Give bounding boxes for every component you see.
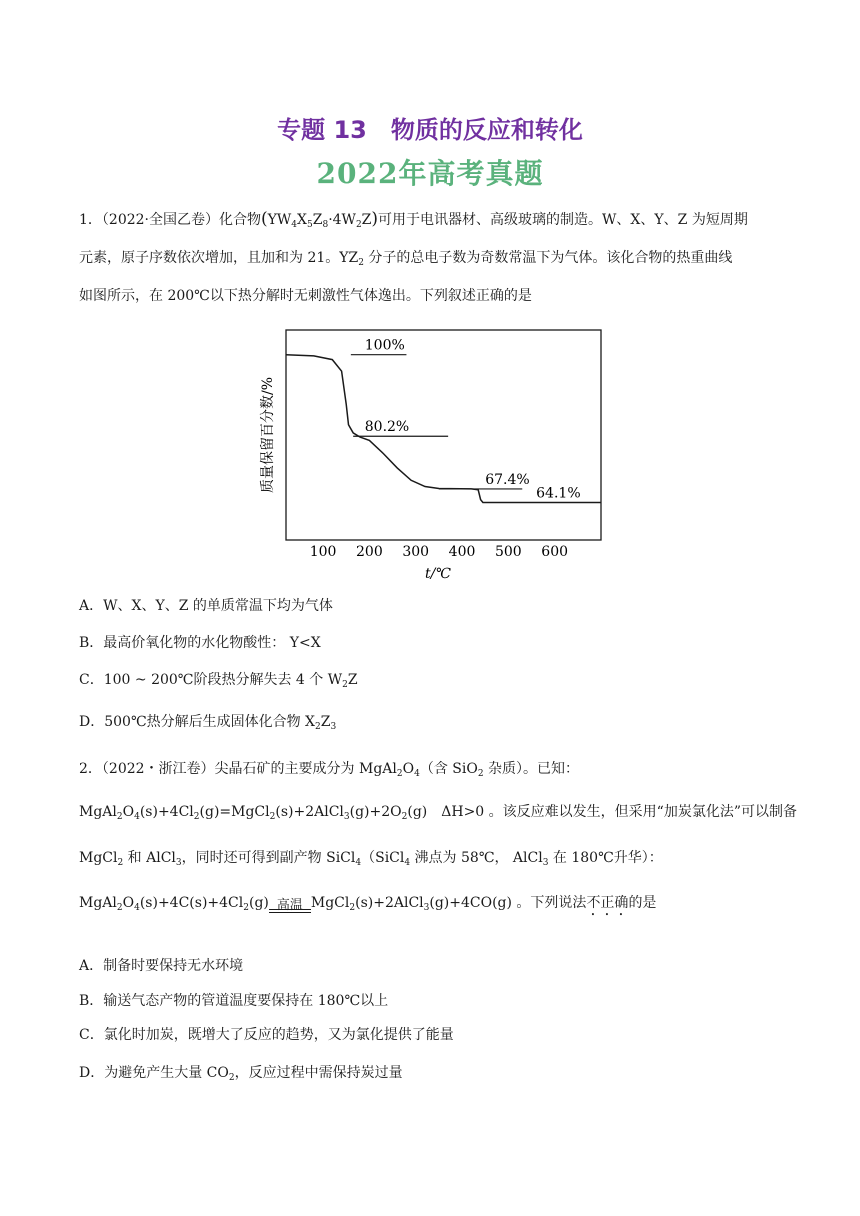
annotation-label-2: 67.4%	[485, 471, 530, 488]
q1-option-b[interactable]: B．最高价氧化物的水化物酸性： Y<X	[79, 635, 321, 651]
q2-equation-1: $MgAl_2O_4(s)+4Cl_2(g)=MgCl_2(s)+2AlCl_3(g)+2O_2(g)$ ΔH>0 。该反应难以发生，但采用“加炭氯化法”可以制备	[79, 804, 797, 822]
thermogravimetric-chart	[250, 325, 610, 585]
y-axis-label: 质量保留百分数/%	[260, 376, 276, 494]
annotation-label-1: 80.2%	[364, 419, 410, 436]
page-title: 专题 13 物质的反应和转化	[277, 116, 583, 144]
x-tick-label-400: 400	[448, 544, 476, 560]
q2-option-a[interactable]: A．制备时要保持无水环境	[79, 958, 244, 974]
emphasis-not-correct: 不正确	[586, 895, 629, 911]
q1-line-2: 元素，原子序数依次增加，且加和为 21。$YZ_2$ 分子的总电子数为奇数常温下为气体。该化合物的热重曲线	[79, 250, 733, 268]
q1-option-d[interactable]: D．500℃热分解后生成固体化合物 $X_2Z_3$	[79, 714, 337, 732]
q2-line-1: 2．（2022・浙江卷）尖晶石矿的主要成分为 $MgAl_2O_4$（含 SiO$_2$ 杂质）。已知：	[79, 761, 580, 779]
annotation-label-3: 64.1%	[536, 485, 581, 502]
tga-curve	[286, 355, 601, 503]
reaction-condition: 高温	[269, 909, 311, 919]
q1-option-a[interactable]: A．W、X、Y、Z 的单质常温下均为气体	[79, 598, 333, 614]
x-tick-label-500: 500	[494, 544, 522, 560]
x-tick-label-200: 200	[356, 544, 383, 560]
annotation-label-0: 100%	[364, 337, 405, 354]
q2-option-b[interactable]: B．输送气态产物的管道温度要保持在 180℃以上	[79, 993, 389, 1009]
q1-line-1: 1．（2022·全国乙卷）化合物$(YW_4X_5Z_8\cdot 4W_2Z)$可用于电讯器材、高级玻璃的制造。W、X、Y、Z 为短周期	[79, 209, 748, 230]
section-subtitle: 2022年高考真题	[316, 157, 544, 190]
x-tick-label-300: 300	[402, 544, 430, 560]
q2-option-c[interactable]: C．氯化时加炭，既增大了反应的趋势，又为氯化提供了能量	[79, 1027, 454, 1043]
q1-option-c[interactable]: C．100 ~ 200℃阶段热分解失去 4 个 $W_2Z$	[79, 672, 358, 690]
x-axis-label: t/℃	[424, 566, 452, 582]
q2-equation-2: $MgAl_2O_4(s)+4C(s)+4Cl_2(g)$ 高温 MgCl$_2$(s)+2AlCl$_3$(g)+4CO(g) 。下列说法不正确的是	[79, 893, 656, 919]
q2-line-3: MgCl$_2$ 和 AlCl$_3$，同时还可得到副产物 SiCl$_4$（SiCl$_4$ 沸点为 58℃， AlCl$_3$ 在 180℃升华）：	[79, 850, 663, 868]
q2-option-d[interactable]: D．为避免产生大量 $CO_2$，反应过程中需保持炭过量	[79, 1065, 403, 1083]
q1-formula: $YW_4X_5Z_8\cdot 4W_2Z$	[267, 212, 372, 230]
x-tick-label-100: 100	[309, 544, 337, 560]
q1-line-3: 如图所示，在 200℃以下热分解时无刺激性气体逸出。下列叙述正确的是	[79, 288, 532, 304]
x-tick-label-600: 600	[541, 544, 569, 560]
